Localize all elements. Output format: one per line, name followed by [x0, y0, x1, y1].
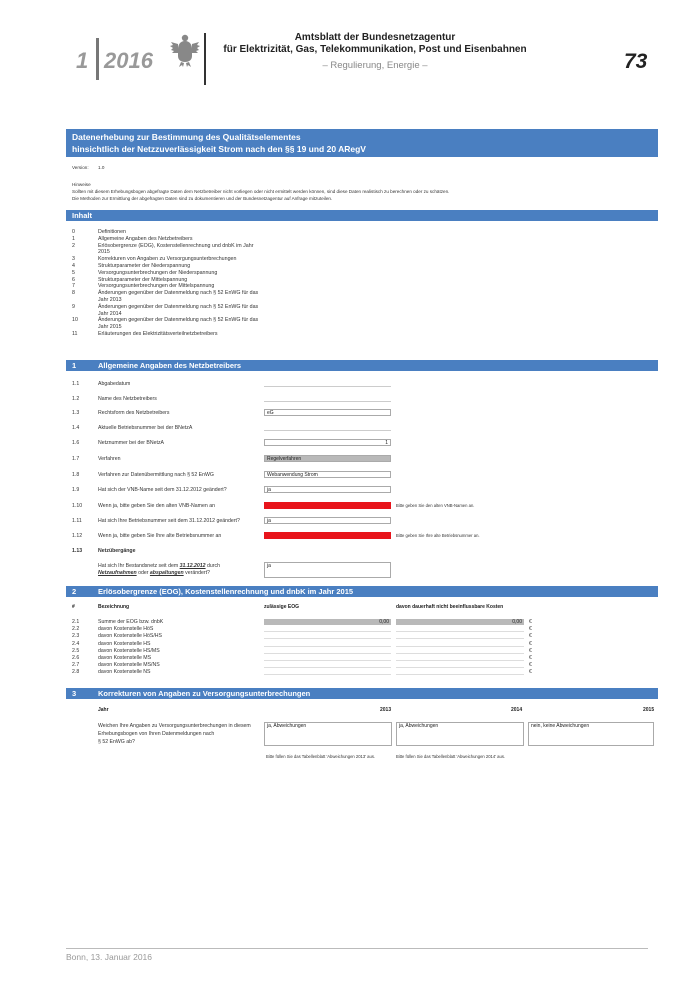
toc-item-label[interactable]: Versorgungsunterbrechungen der Niederspannung	[98, 269, 218, 276]
toc-item-label[interactable]: Erlösobergrenze (EOG), Kostenstellenrechnung und dnbK im Jahr	[98, 242, 254, 249]
note-2013: Bitte füllen Sie das Tabellenblatt 'Abweichungen 2013' aus.	[266, 754, 376, 759]
row-label: davon Kostenstelle NS	[98, 669, 151, 676]
row-label: Netznummer bei der BNetzA	[98, 440, 165, 446]
netzuebergaenge-field[interactable]: ja	[264, 562, 391, 578]
section1-bar	[66, 360, 658, 371]
input-field-1-12[interactable]	[264, 532, 391, 539]
row-number: 1.4	[72, 425, 80, 431]
toc-item-label[interactable]: Allgemeine Angaben des Netzbetreibers	[98, 235, 193, 242]
toc-item-number: 6	[72, 276, 75, 283]
eog-cell[interactable]	[264, 655, 391, 661]
eog-cell[interactable]	[264, 669, 391, 675]
currency-symbol: €	[529, 640, 532, 647]
dnbk-cell[interactable]	[396, 633, 524, 639]
row-label: Verfahren	[98, 456, 121, 462]
toc-item-number: 11	[72, 331, 78, 337]
input-field-1-9[interactable]: ja	[264, 486, 391, 493]
issue-number: 1	[76, 48, 89, 73]
toc-item-label[interactable]: Änderungen gegenüber der Datenmeldung nach § 52 EnWG für das	[98, 290, 259, 297]
footer-divider	[66, 948, 648, 949]
issue-year: 2016	[104, 48, 153, 73]
header-divider-2	[204, 33, 206, 85]
form-title-bar	[66, 129, 658, 157]
row-number: 1.2	[72, 396, 80, 402]
header-divider	[96, 38, 99, 80]
input-field-1-11[interactable]: ja	[264, 517, 391, 524]
inhalt-bar	[66, 210, 658, 221]
row-number: 2.5	[72, 647, 80, 654]
q-end: verändert?	[185, 570, 210, 576]
toc-item-number: 8	[72, 290, 75, 297]
q-or: oder	[138, 570, 149, 576]
input-field-1-6[interactable]: 1	[264, 439, 391, 446]
toc-item-number: 9	[72, 303, 75, 310]
toc-item-label[interactable]: Jahr 2015	[98, 324, 122, 331]
toc-item-label[interactable]: Definitionen	[98, 229, 126, 235]
toc-item-number: 10	[72, 317, 78, 324]
dnbk-cell[interactable]: 0,00	[396, 619, 524, 625]
inhalt-heading: Inhalt	[72, 211, 92, 220]
gazette-section: – Regulierung, Energie –	[322, 60, 428, 71]
eog-cell[interactable]	[264, 648, 391, 654]
row-number: 1.9	[72, 487, 80, 493]
row-number: 1.6	[72, 440, 80, 446]
netzuebergaenge-question-2	[98, 570, 210, 576]
row-label: Hat sich Ihre Betriebsnummer seit dem 31.12.2012 geändert?	[98, 518, 240, 524]
dnbk-cell[interactable]	[396, 662, 524, 668]
toc-item-number: 5	[72, 269, 75, 276]
currency-symbol: €	[529, 633, 532, 640]
toc-item-label[interactable]: 2015	[98, 249, 110, 256]
dnbk-cell[interactable]	[396, 669, 524, 675]
toc-item-label[interactable]: Korrekturen von Angaben zu Versorgungsunterbrechungen	[98, 256, 237, 263]
section3-title: Korrekturen von Angaben zu Versorgungsunterbrechungen	[98, 689, 311, 698]
row-number: 2.8	[72, 669, 80, 676]
deviation-2015-field[interactable]: nein, keine Abweichungen	[528, 722, 654, 746]
netzuebergaenge-question	[98, 563, 220, 569]
row-number: 2.1	[72, 619, 80, 625]
footer-date: Bonn, 13. Januar 2016	[66, 952, 153, 962]
col-num-header: #	[72, 604, 75, 610]
dnbk-cell[interactable]	[396, 641, 524, 647]
row-number: 1.8	[72, 472, 80, 478]
toc-item-number: 2	[72, 242, 75, 249]
toc-item-label[interactable]: Erläuterungen des Elektrizitätsverteilnetzbetreibers	[98, 331, 218, 337]
form-title-line2: hinsichtlich der Netzzuverlässigkeit Strom nach den §§ 19 und 20 ARegV	[72, 144, 366, 154]
toc-item-number: 1	[72, 235, 75, 242]
deviation-2013-field[interactable]: ja, Abweichungen	[264, 722, 392, 746]
row-label: Aktuelle Betriebsnummer bei der BNetzA	[98, 425, 193, 431]
q-part2: durch	[207, 563, 221, 569]
section2-bar	[66, 586, 658, 597]
toc-item-label[interactable]: Änderungen gegenüber der Datenmeldung nach § 52 EnWG für das	[98, 317, 259, 324]
toc-item-label[interactable]: Änderungen gegenüber der Datenmeldung nach § 52 EnWG für das	[98, 303, 259, 310]
row-label: davon Kostenstelle HöS	[98, 626, 154, 633]
row-label: Wenn ja, bitte geben Sie Ihre alte Betriebsnummer an	[98, 533, 222, 539]
toc-item-number: 4	[72, 263, 75, 269]
row-number: 1.1	[72, 381, 80, 387]
row-label: Hat sich der VNB-Name seit dem 31.12.2012 geändert?	[98, 487, 227, 493]
toc-item-label[interactable]: Versorgungsunterbrechungen der Mittelspannung	[98, 283, 215, 290]
page-number: 73	[624, 50, 648, 73]
row-number: 1.7	[72, 456, 80, 462]
section2-number: 2	[72, 587, 77, 596]
row-number: 2.6	[72, 655, 80, 661]
row-label: Name des Netzbetreibers	[98, 396, 157, 402]
currency-symbol: €	[529, 619, 532, 625]
year-2014: 2014	[511, 707, 523, 713]
row-number: 2.3	[72, 633, 80, 640]
row-number: 2.4	[72, 640, 80, 647]
eog-cell[interactable]	[264, 662, 391, 668]
row-number: 2.7	[72, 662, 80, 669]
year-2013: 2013	[380, 707, 392, 713]
eog-cell[interactable]	[264, 641, 391, 647]
row-number: 1.11	[72, 518, 82, 524]
row-label: davon Kostenstelle MS/NS	[98, 662, 160, 669]
note-2014: Bitte füllen Sie das Tabellenblatt 'Abweichungen 2014' aus.	[396, 754, 506, 759]
col-eog-header: zulässige EOG	[264, 604, 300, 610]
currency-symbol: €	[529, 669, 532, 676]
section3-bar	[66, 688, 658, 699]
gazette-title: Amtsblatt der Bundesnetzagentur	[294, 32, 456, 43]
section3-number: 3	[72, 689, 77, 698]
col-dnbk-header: davon dauerhaft nicht beeinflussbare Kosten	[396, 604, 504, 610]
input-field-1-7[interactable]: Regelverfahren	[264, 455, 391, 462]
section2-title: Erlösobergrenze (EOG), Kostenstellenrechnung und dnbK im Jahr 2015	[98, 587, 354, 596]
eog-cell[interactable]: 0,00	[264, 619, 391, 625]
input-field-1-4[interactable]	[264, 424, 391, 431]
col-year-header: Jahr	[98, 707, 109, 713]
input-field-1-3[interactable]: eG	[264, 409, 391, 416]
row-label: Summe der EOG bzw. dnbK	[98, 619, 164, 625]
dnbk-cell[interactable]	[396, 655, 524, 661]
section1-number: 1	[72, 361, 77, 370]
col-label-header: Bezeichnung	[98, 604, 130, 610]
section1-title: Allgemeine Angaben des Netzbetreibers	[98, 361, 242, 370]
toc-item-label[interactable]: Strukturparameter der Mittelspannung	[98, 276, 188, 283]
row-label: davon Kostenstelle HS	[98, 640, 151, 647]
row-number: 1.13	[72, 548, 83, 554]
version-label: Version:	[72, 165, 89, 170]
toc-item-number: 0	[72, 229, 75, 235]
field-hint: Bitte geben Sie Ihre alte Betriebsnummer an.	[396, 533, 480, 538]
currency-symbol: €	[529, 626, 532, 633]
toc-item-label[interactable]: Strukturparameter der Niederspannung	[98, 263, 191, 269]
year-2015: 2015	[643, 707, 655, 713]
row-number: 1.12	[72, 533, 83, 539]
row-number: 1.10	[72, 503, 83, 509]
row-label: Abgabedatum	[98, 381, 131, 387]
row-label: davon Kostenstelle MS	[98, 655, 152, 661]
input-field-1-1[interactable]	[264, 380, 391, 387]
deviation-question-l1: Weichen Ihre Angaben zu Versorgungsunterbrechungen in diesem	[98, 723, 251, 729]
q-add: Netzaufnahmen	[98, 570, 137, 576]
currency-symbol: €	[529, 662, 532, 669]
currency-symbol: €	[529, 647, 532, 654]
q-split: abspaltungen	[149, 570, 184, 576]
q-part1: Hat sich Ihr Bestandsnetz seit dem	[98, 563, 179, 569]
row-label: davon Kostenstelle HS/MS	[98, 647, 160, 654]
toc-item-label[interactable]: Jahr 2013	[98, 297, 122, 303]
version-value: 1.0	[98, 165, 105, 170]
toc-item-number: 7	[72, 283, 75, 290]
row-label: Verfahren zur Datenübermittlung nach § 52 EnWG	[98, 472, 214, 478]
netzuebergaenge-label: Netzübergänge	[98, 548, 136, 554]
dnbk-cell[interactable]	[396, 648, 524, 654]
currency-symbol: €	[529, 655, 532, 661]
hinweise-line2: Die Methoden zur Ermittlung der abgefragten Daten sind zu dokumentieren und der Bundesnetzagentur auf Anfrage mitzuteilen.	[72, 196, 333, 201]
row-number: 2.2	[72, 626, 80, 633]
input-field-1-8[interactable]: Webanwendung Strom	[264, 471, 391, 478]
deviation-question-l3: § 52 EnWG ab?	[98, 739, 135, 745]
dnbk-cell[interactable]	[396, 626, 524, 632]
deviation-question-l2: Erhebungsbogen von Ihren Datenmeldungen nach	[98, 731, 215, 737]
row-label: Wenn ja, bitte geben Sie den alten VNB-Namen an	[98, 503, 215, 509]
row-number: 1.3	[72, 410, 80, 416]
eog-cell[interactable]	[264, 626, 391, 632]
input-field-1-10[interactable]	[264, 502, 391, 509]
eog-cell[interactable]	[264, 633, 391, 639]
q-date: 31.12.2012	[179, 563, 206, 569]
hinweise-label: Hinweise	[72, 182, 91, 187]
field-hint: Bitte geben Sie den alten VNB-Namen an.	[396, 503, 475, 508]
gazette-subtitle: für Elektrizität, Gas, Telekommunikation, Post und Eisenbahnen	[223, 44, 527, 55]
toc-item-number: 3	[72, 256, 75, 263]
deviation-2014-field[interactable]: ja, Abweichungen	[396, 722, 524, 746]
row-label: davon Kostenstelle HöS/HS	[98, 633, 163, 640]
hinweise-line1: Sollten mit diesem Erhebungsbogen abgefragte Daten dem Netzbetreiber nicht vorliegen oder nicht ermittelt werden können, sind diese Daten realistisch zu berechnen oder zu schätzen.	[72, 189, 450, 194]
form-title-line1: Datenerhebung zur Bestimmung des Qualitätselementes	[72, 132, 301, 142]
toc-item-label[interactable]: Jahr 2014	[98, 310, 122, 317]
row-label: Rechtsform des Netzbetreibers	[98, 410, 170, 416]
federal-eagle-icon	[170, 32, 200, 73]
input-field-1-2[interactable]	[264, 395, 391, 402]
